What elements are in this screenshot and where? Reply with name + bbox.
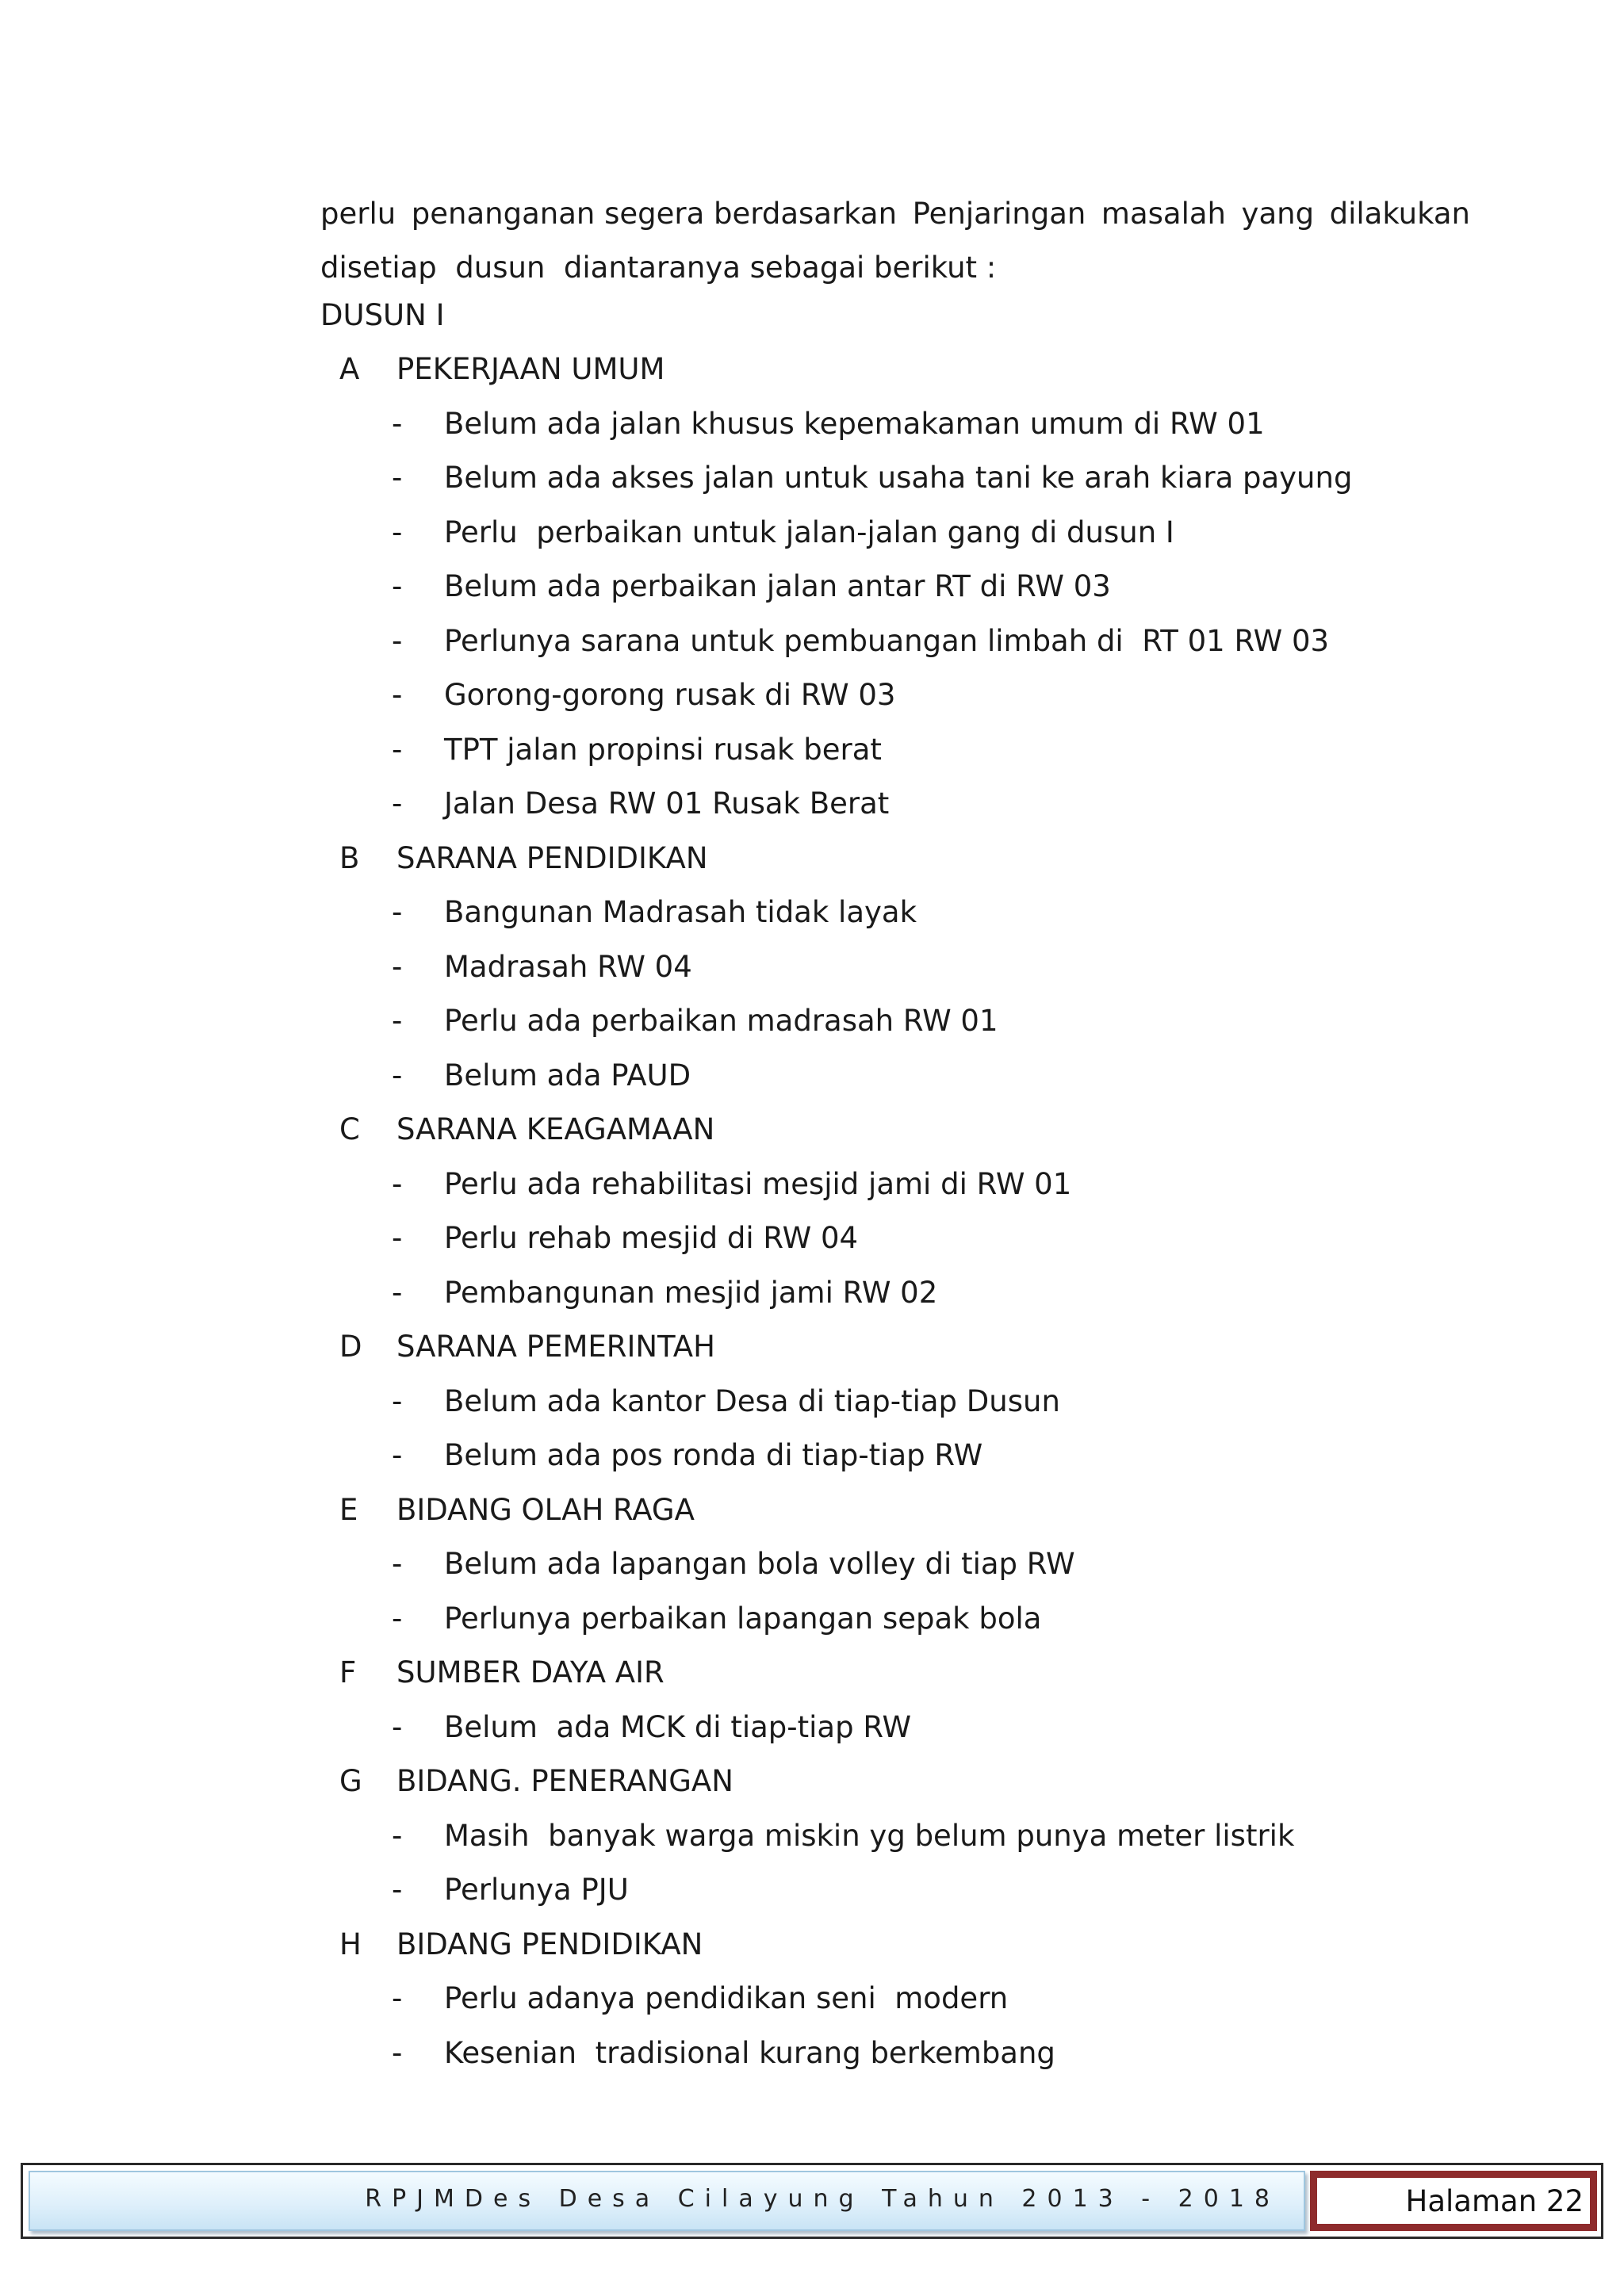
dusun-heading: DUSUN I [320, 298, 445, 332]
section-title: SUMBER DAYA AIR [396, 1655, 665, 1689]
list-item-text: Belum ada PAUD [444, 1058, 691, 1093]
bullet-dash: - [392, 515, 403, 549]
list-item [392, 1438, 982, 1472]
list-item [392, 1276, 937, 1310]
bullet-dash: - [392, 1873, 403, 1907]
bullet-dash: - [392, 1275, 403, 1310]
list-item-text: Perlu rehab mesjid di RW 04 [444, 1221, 859, 1255]
list-item [392, 1981, 1008, 2015]
section-heading [339, 1112, 714, 1146]
list-item-text: Perlu ada perbaikan madrasah RW 01 [444, 1004, 998, 1038]
bullet-dash: - [392, 1004, 403, 1038]
list-item [392, 515, 1174, 549]
list-item-text: Pembangunan mesjid jami RW 02 [444, 1275, 938, 1310]
list-item [392, 1873, 629, 1907]
list-item [392, 1819, 1294, 1853]
list-item [392, 624, 1329, 658]
list-item-text: Gorong-gorong rusak di RW 03 [444, 678, 896, 712]
list-item-text: Belum ada MCK di tiap-tiap RW [444, 1709, 912, 1744]
section-letter: F [339, 1655, 357, 1689]
list-item-text: Belum ada lapangan bola volley di tiap RW [444, 1547, 1075, 1581]
section-heading [339, 841, 708, 875]
section-letter: A [339, 352, 360, 386]
list-item [392, 950, 692, 984]
intro-line-2: disetiap dusun diantaranya sebagai berikut : [320, 251, 997, 285]
list-item-text: Belum ada perbaikan jalan antar RT di RW 03 [444, 569, 1111, 603]
section-title: BIDANG OLAH RAGA [396, 1492, 695, 1527]
list-item-text: Kesenian tradisional kurang berkembang [444, 2035, 1055, 2070]
section-heading [339, 1330, 715, 1364]
section-title: BIDANG. PENERANGAN [396, 1764, 733, 1798]
page-number: Halaman 22 [1405, 2183, 1584, 2218]
page-number-inner [1317, 2178, 1590, 2224]
list-item [392, 569, 1111, 603]
list-item [392, 895, 917, 929]
bullet-dash: - [392, 569, 403, 603]
intro-word: masalah [1101, 197, 1226, 231]
list-item [392, 461, 1352, 495]
intro-line-1 [320, 187, 1470, 241]
list-item-text: TPT jalan propinsi rusak berat [444, 732, 882, 767]
bullet-dash: - [392, 406, 403, 441]
bullet-dash: - [392, 1547, 403, 1581]
section-letter: E [339, 1492, 358, 1527]
bullet-dash: - [392, 1601, 403, 1636]
intro-word: dilakukan [1329, 197, 1470, 231]
list-item-text: Masih banyak warga miskin yg belum punya meter listrik [444, 1818, 1295, 1853]
section-heading [339, 1493, 695, 1527]
bullet-dash: - [392, 1981, 403, 2015]
section-letter: B [339, 840, 360, 875]
list-item [392, 786, 889, 821]
bullet-dash: - [392, 1709, 403, 1744]
bullet-dash: - [392, 1221, 403, 1255]
section-letter: H [339, 1927, 362, 1961]
section-title: SARANA KEAGAMAAN [396, 1112, 715, 1146]
list-item [392, 1004, 998, 1038]
list-item-text: Perlu adanya pendidikan seni modern [444, 1981, 1009, 2015]
page-number-box [1310, 2171, 1597, 2231]
section-title: SARANA PEMERINTAH [396, 1330, 715, 1364]
section-letter: D [339, 1330, 362, 1364]
intro-word: perlu [320, 197, 396, 231]
list-item-text: Bangunan Madrasah tidak layak [444, 895, 917, 929]
bullet-dash: - [392, 1818, 403, 1853]
section-heading [339, 352, 665, 386]
section-heading [339, 1655, 665, 1689]
section-title: SARANA PENDIDIKAN [396, 840, 708, 875]
bullet-dash: - [392, 1383, 403, 1418]
list-item [392, 733, 882, 767]
footer-document-title: RPJMDes Desa Cilayung Tahun 2013 - 2018 [365, 2185, 1280, 2213]
intro-word: penanganan segera berdasarkan [411, 197, 898, 231]
list-item [392, 1384, 1060, 1418]
intro-word: yang [1241, 197, 1315, 231]
footer-band [29, 2171, 1305, 2231]
intro-word: Penjaringan [912, 197, 1086, 231]
section-heading [339, 1927, 703, 1961]
list-item [392, 1167, 1071, 1201]
list-item [392, 1547, 1075, 1581]
list-item-text: Belum ada pos ronda di tiap-tiap RW [444, 1438, 983, 1472]
list-item [392, 678, 895, 712]
bullet-dash: - [392, 949, 403, 984]
bullet-dash: - [392, 895, 403, 929]
bullet-dash: - [392, 786, 403, 821]
list-item-text: Madrasah RW 04 [444, 949, 692, 984]
section-title: BIDANG PENDIDIKAN [396, 1927, 703, 1961]
bullet-dash: - [392, 1438, 403, 1472]
list-item-text: Perlu perbaikan untuk jalan-jalan gang di dusun I [444, 515, 1174, 549]
bullet-dash: - [392, 1058, 403, 1093]
list-item-text: Belum ada kantor Desa di tiap-tiap Dusun [444, 1383, 1060, 1418]
section-letter: G [339, 1764, 362, 1798]
list-item-text: Belum ada akses jalan untuk usaha tani ke arah kiara payung [444, 461, 1353, 495]
intro-paragraph [320, 187, 1470, 295]
list-item [392, 2036, 1055, 2070]
list-item-text: Belum ada jalan khusus kepemakaman umum di RW 01 [444, 406, 1265, 441]
bullet-dash: - [392, 2035, 403, 2070]
list-item [392, 1221, 858, 1255]
section-heading [339, 1764, 733, 1798]
bullet-dash: - [392, 461, 403, 495]
list-item [392, 407, 1265, 441]
bullet-dash: - [392, 623, 403, 658]
list-item [392, 1601, 1041, 1636]
section-title: PEKERJAAN UMUM [396, 352, 665, 386]
list-item-text: Perlunya perbaikan lapangan sepak bola [444, 1601, 1042, 1636]
bullet-dash: - [392, 678, 403, 712]
list-item-text: Perlunya sarana untuk pembuangan limbah di RT 01 RW 03 [444, 623, 1330, 658]
list-item [392, 1710, 911, 1744]
bullet-dash: - [392, 1166, 403, 1201]
list-item-text: Perlunya PJU [444, 1873, 629, 1907]
section-letter: C [339, 1112, 360, 1146]
bullet-dash: - [392, 732, 403, 767]
list-item-text: Jalan Desa RW 01 Rusak Berat [444, 786, 890, 821]
list-item-text: Perlu ada rehabilitasi mesjid jami di RW 01 [444, 1166, 1072, 1201]
list-item [392, 1058, 691, 1093]
